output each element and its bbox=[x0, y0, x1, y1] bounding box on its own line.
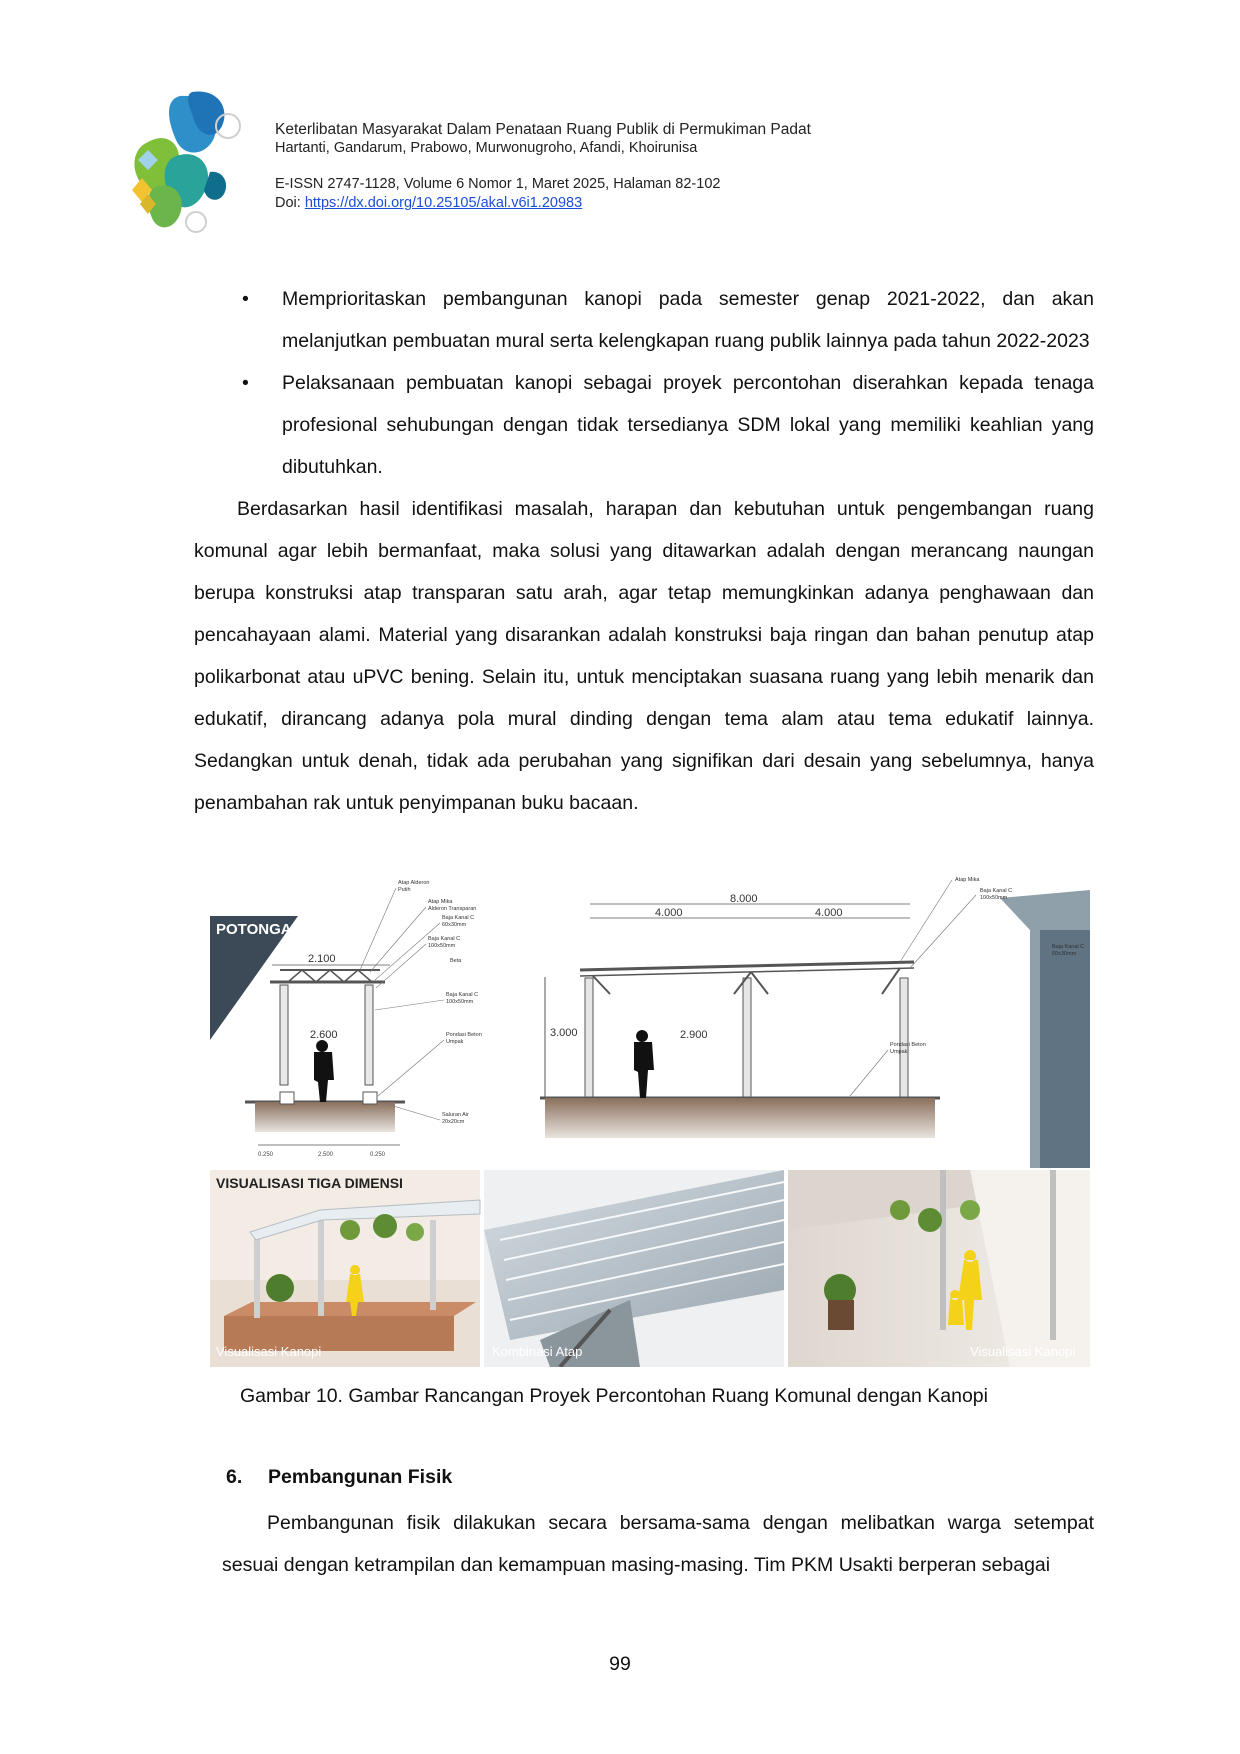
dim-label: 2.900 bbox=[680, 1029, 708, 1041]
annotation: Baja Kanal C bbox=[1052, 944, 1085, 950]
annotation: Alderon Transparan bbox=[428, 906, 477, 912]
bullet-text: Memprioritaskan pembangunan kanopi pada semester genap 2021-2022, dan akan melanjutkan pembuatan mural serta kelengkapan ruang publik lainnya pada tahun 2022-2023 bbox=[282, 288, 1094, 352]
photo-label: Visualisasi Kanopi bbox=[216, 1344, 322, 1359]
annotation: 60x30mm bbox=[1052, 951, 1077, 957]
doi-line bbox=[275, 194, 811, 213]
journal-issn: E-ISSN 2747-1128, Volume 6 Nomor 1, Maret 2025, Halaman 82-102 bbox=[275, 176, 721, 192]
journal-logo bbox=[118, 86, 248, 236]
page-number: 99 bbox=[609, 1653, 631, 1675]
article-title: Keterlibatan Masyarakat Dalam Penataan Ruang Publik di Permukiman Padat bbox=[275, 121, 811, 138]
dim-label: 4.000 bbox=[815, 907, 843, 919]
annotation: Pondasi Beton bbox=[890, 1042, 926, 1048]
annotation: Umpak bbox=[890, 1049, 908, 1055]
annotation: Atap Mika bbox=[955, 877, 980, 883]
design-figure bbox=[210, 870, 1090, 1367]
dim-label: 0.250 bbox=[258, 1152, 274, 1158]
dim-label: 8.000 bbox=[730, 893, 758, 905]
annotation: 20x20cm bbox=[442, 1119, 465, 1125]
figure-caption: Gambar 10. Gambar Rancangan Proyek Percontohan Ruang Komunal dengan Kanopi bbox=[240, 1385, 988, 1407]
dim-label: 4.000 bbox=[655, 907, 683, 919]
visual-label: VISUALISASI TIGA DIMENSI bbox=[216, 1175, 403, 1191]
paragraph: Pembangunan fisik dilakukan secara bersama-sama dengan melibatkan warga setempat sesuai dengan ketrampilan dan kemampuan masing-masing. Tim PKM Usakti berperan sebagai bbox=[222, 1512, 1094, 1576]
annotation: Atap Alderon bbox=[398, 880, 430, 886]
annotation: Umpak bbox=[446, 1039, 464, 1045]
annotation: Baja Kanal C bbox=[428, 936, 461, 942]
doi-link[interactable]: https://dx.doi.org/10.25105/akal.v6i1.20983 bbox=[304, 195, 583, 211]
section-number: 6. bbox=[226, 1466, 243, 1488]
annotation: Pondasi Beton bbox=[446, 1032, 482, 1038]
photo-label: Visualisasi Kanopi bbox=[970, 1344, 1076, 1359]
dim-label: 3.000 bbox=[550, 1027, 578, 1039]
dim-label: 2.600 bbox=[310, 1029, 338, 1041]
bullet-item bbox=[194, 362, 1094, 488]
annotation: Beta bbox=[450, 958, 462, 964]
section-heading bbox=[226, 1466, 452, 1489]
annotation: Putih bbox=[398, 887, 411, 893]
paragraph: Berdasarkan hasil identifikasi masalah, harapan dan kebutuhan untuk pengembangan ruang komunal agar lebih bermanfaat, maka solusi yang ditawarkan adalah dengan merancang naungan berupa konstruksi atap transparan satu arah, agar tetap memungkinkan adanya penghawaan dan pencahayaan alami. Material yang disarankan adalah konstruksi baja ringan dan bahan penutup atap polikarbonat atau uPVC bening. Selain itu, untuk menciptakan suasana ruang yang lebih menarik dan edukatif, dirancang adanya pola mural dinding dengan tema alam atau tema edukatif lainnya. Sedangkan untuk denah, tidak ada perubahan yang signifikan dari desain yang sebelumnya, hanya penambahan rak untuk penyimpanan buku bacaan. bbox=[194, 498, 1094, 814]
photo-right bbox=[788, 1170, 1090, 1367]
body-text bbox=[194, 278, 1094, 824]
journal-header bbox=[275, 120, 811, 213]
annotation: 100x50mm bbox=[428, 943, 456, 949]
annotation: 100x50mm bbox=[980, 895, 1008, 901]
dim-label: 0.250 bbox=[370, 1152, 386, 1158]
annotation: Baja Kanal C bbox=[980, 888, 1013, 894]
annotation: Baja Kanal C bbox=[446, 992, 479, 998]
dim-label: 2.500 bbox=[318, 1152, 334, 1158]
annotation: Saluran Air bbox=[442, 1112, 469, 1118]
bullet-dot: • bbox=[242, 288, 249, 310]
photo-left bbox=[210, 1170, 480, 1367]
annotation: Atap Mika bbox=[428, 899, 453, 905]
bullet-text: Pelaksanaan pembuatan kanopi sebagai proyek percontohan diserahkan kepada tenaga profesional sehubungan dengan tidak tersedianya SDM lokal yang memiliki keahlian yang dibutuhkan. bbox=[282, 372, 1094, 478]
doi-label: Doi: bbox=[275, 195, 305, 211]
bullet-item bbox=[194, 278, 1094, 362]
photo-label: Kombinasi Atap bbox=[492, 1344, 583, 1359]
article-authors: Hartanti, Gandarum, Prabowo, Murwonugroho, Afandi, Khoirunisa bbox=[275, 140, 698, 156]
annotation: 60x30mm bbox=[442, 922, 467, 928]
section-title: Pembangunan Fisik bbox=[268, 1466, 453, 1488]
annotation: Baja Kanal C bbox=[442, 915, 475, 921]
photo-middle bbox=[484, 1170, 784, 1367]
potongan-label: POTONGAN bbox=[216, 921, 303, 938]
annotation: 100x50mm bbox=[446, 999, 474, 1005]
bullet-dot: • bbox=[242, 372, 249, 394]
dim-label: 2.100 bbox=[308, 953, 336, 965]
